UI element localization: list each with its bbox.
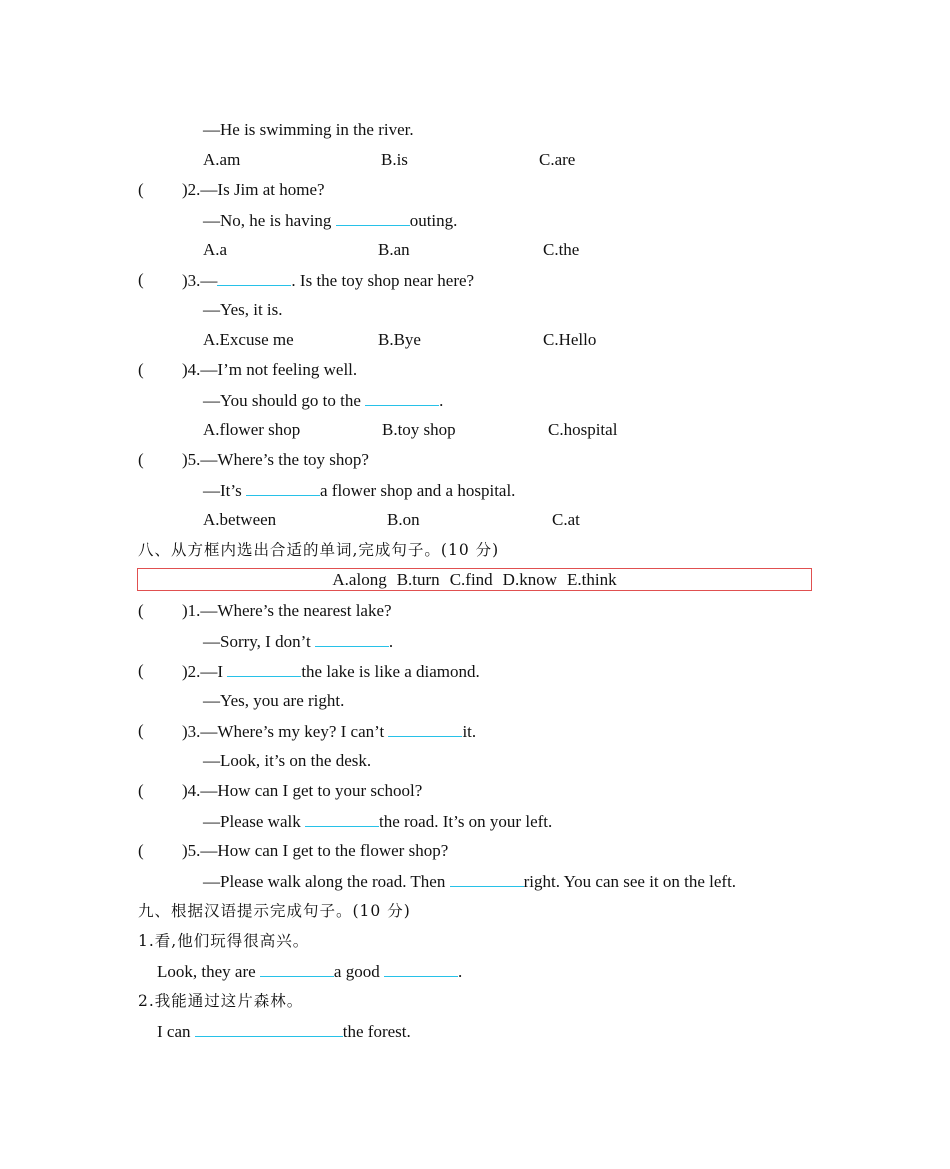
- q2-reply-pre: —No, he is having: [203, 211, 336, 230]
- q4-option-a: A.flower shop: [203, 420, 301, 439]
- s9-q2-english: [157, 1021, 411, 1042]
- word-option-e: E.think: [566, 570, 617, 589]
- s8-q2-reply: —Yes, you are right.: [203, 691, 345, 710]
- answer-paren: (: [138, 841, 144, 860]
- s8-q3-stem-pre: )3.—Where’s my key? I can’t: [182, 722, 389, 741]
- q5-stem: )5.—Where’s the toy shop?: [182, 450, 369, 469]
- s8-q4-reply-pre: —Please walk: [203, 812, 305, 831]
- s9-q1-mid: a good: [333, 962, 384, 981]
- word-option-c: C.find: [449, 570, 493, 589]
- word-list: [138, 570, 811, 590]
- answer-blank[interactable]: [260, 961, 334, 977]
- q1-option-c: C.are: [539, 150, 576, 169]
- s8-q4-stem: )4.—How can I get to your school?: [182, 781, 423, 800]
- answer-paren: (: [138, 781, 144, 800]
- q2-stem: )2.—Is Jim at home?: [182, 180, 325, 199]
- section9-title: 九、根据汉语提示完成句子。(10 分): [138, 902, 411, 920]
- s8-q2-stem-pre: )2.—I: [182, 662, 228, 681]
- q4-stem: )4.—I’m not feeling well.: [182, 360, 358, 379]
- answer-paren: (: [138, 360, 144, 379]
- q1-reply: —He is swimming in the river.: [203, 120, 414, 139]
- answer-blank[interactable]: [305, 811, 379, 827]
- q5-option-c: C.at: [552, 510, 580, 529]
- s8-q4-reply: [203, 811, 552, 832]
- s9-q2-post: the forest.: [342, 1022, 411, 1041]
- s8-q1-reply: [203, 631, 393, 652]
- q5-reply: [203, 480, 515, 501]
- q3-reply: —Yes, it is.: [203, 300, 283, 319]
- q3-option-c: C.Hello: [543, 330, 597, 349]
- q3-stem: [182, 270, 474, 291]
- answer-paren: (: [138, 721, 144, 740]
- q3-option-a: A.Excuse me: [203, 330, 294, 349]
- word-option-a: A.along: [332, 570, 387, 589]
- q2-option-c: C.the: [543, 240, 580, 259]
- answer-blank[interactable]: [450, 871, 524, 887]
- s8-q3-stem: [182, 721, 476, 742]
- q3-option-b: B.Bye: [378, 330, 421, 349]
- s8-q5-reply-post: right. You can see it on the left.: [523, 872, 737, 891]
- s8-q1-reply-pre: —Sorry, I don’t: [203, 632, 315, 651]
- s9-q1-post: .: [457, 962, 463, 981]
- s8-q3-reply: —Look, it’s on the desk.: [203, 751, 372, 770]
- answer-paren: (: [138, 450, 144, 469]
- answer-blank[interactable]: [217, 270, 291, 286]
- answer-paren: (: [138, 601, 144, 620]
- q5-reply-post: a flower shop and a hospital.: [319, 481, 516, 500]
- s8-q4-reply-post: the road. It’s on your left.: [378, 812, 553, 831]
- answer-blank[interactable]: [336, 210, 410, 226]
- answer-blank[interactable]: [315, 631, 389, 647]
- q4-reply-post: .: [439, 391, 444, 410]
- q1-option-b: B.is: [381, 150, 408, 169]
- q4-reply-pre: —You should go to the: [203, 391, 366, 410]
- word-option-d: D.know: [502, 570, 557, 589]
- answer-blank[interactable]: [195, 1021, 343, 1037]
- s8-q2-stem-post: the lake is like a diamond.: [301, 662, 480, 681]
- s8-q2-stem: [182, 661, 480, 682]
- q3-stem-post: . Is the toy shop near here?: [291, 271, 475, 290]
- q4-option-b: B.toy shop: [382, 420, 456, 439]
- section8-title: 八、从方框内选出合适的单词,完成句子。(10 分): [138, 541, 500, 559]
- s9-q1-chinese: 1.看,他们玩得很高兴。: [138, 932, 310, 950]
- q5-option-b: B.on: [387, 510, 420, 529]
- s8-q3-stem-post: it.: [462, 722, 477, 741]
- answer-paren: (: [138, 661, 144, 680]
- s8-q1-stem: )1.—Where’s the nearest lake?: [182, 601, 392, 620]
- s9-q2-chinese: 2.我能通过这片森林。: [138, 992, 304, 1010]
- q2-option-a: A.a: [203, 240, 228, 259]
- s9-q1-pre: Look, they are: [157, 962, 260, 981]
- s8-q5-reply-pre: —Please walk along the road. Then: [203, 872, 450, 891]
- answer-paren: (: [138, 270, 144, 289]
- answer-blank[interactable]: [246, 480, 320, 496]
- answer-blank[interactable]: [384, 961, 458, 977]
- q5-reply-pre: —It’s: [203, 481, 246, 500]
- word-option-b: B.turn: [396, 570, 440, 589]
- s9-q1-english: [157, 961, 462, 982]
- answer-blank[interactable]: [227, 661, 301, 677]
- q2-option-b: B.an: [378, 240, 410, 259]
- answer-paren: (: [138, 180, 144, 199]
- s8-q5-reply: [203, 871, 736, 892]
- s8-q5-stem: )5.—How can I get to the flower shop?: [182, 841, 449, 860]
- q4-option-c: C.hospital: [548, 420, 618, 439]
- s8-q1-reply-post: .: [388, 632, 394, 651]
- answer-blank[interactable]: [365, 390, 439, 406]
- q3-stem-pre: )3.—: [182, 271, 218, 290]
- s9-q2-pre: I can: [157, 1022, 195, 1041]
- q1-option-a: A.am: [203, 150, 241, 169]
- q2-reply-post: outing.: [409, 211, 458, 230]
- word-box: [137, 568, 812, 591]
- answer-blank[interactable]: [388, 721, 462, 737]
- q5-option-a: A.between: [203, 510, 277, 529]
- q2-reply: [203, 210, 457, 231]
- q4-reply: [203, 390, 443, 411]
